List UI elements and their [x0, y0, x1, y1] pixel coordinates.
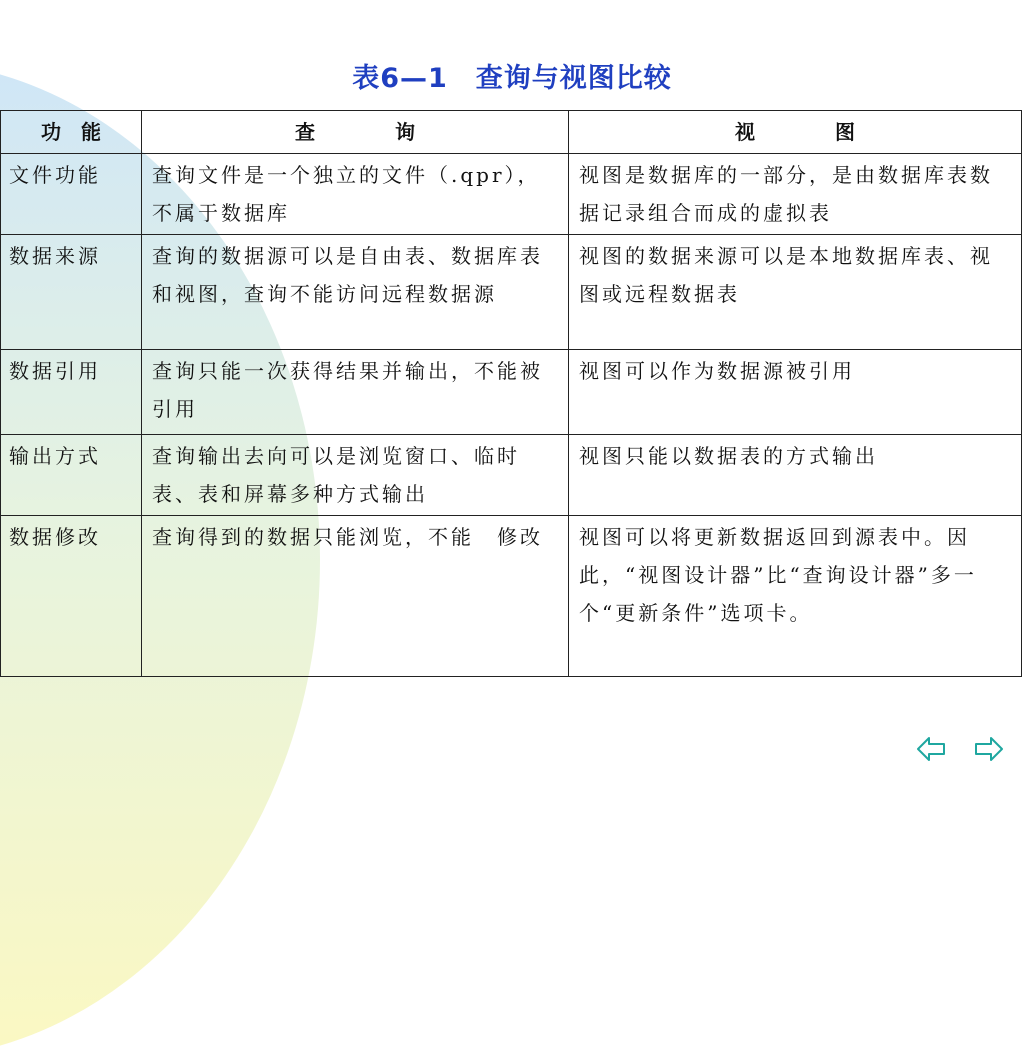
feature-cell: 输出方式 [1, 435, 142, 516]
next-slide-button[interactable] [974, 736, 1004, 762]
view-cell: 视图可以将更新数据返回到源表中。因此，“视图设计器”比“查询设计器”多一个“更新条件”选项卡。 [569, 516, 1022, 677]
table-row [1, 516, 1022, 677]
feature-cell: 文件功能 [1, 154, 142, 235]
feature-cell: 数据修改 [1, 516, 142, 677]
query-cell: 查询文件是一个独立的文件（.qpr），不属于数据库 [142, 154, 569, 235]
table-row [1, 235, 1022, 350]
feature-cell: 数据引用 [1, 350, 142, 435]
arrow-right-icon [974, 736, 1004, 762]
page-title: 表6—1 查询与视图比较 [352, 63, 672, 94]
table-header-row [1, 111, 1022, 154]
table-row [1, 435, 1022, 516]
header-query: 查 询 [142, 111, 569, 154]
slide-navigation [916, 736, 1004, 762]
query-cell: 查询输出去向可以是浏览窗口、临时表、表和屏幕多种方式输出 [142, 435, 569, 516]
view-cell: 视图是数据库的一部分，是由数据库表数据记录组合而成的虚拟表 [569, 154, 1022, 235]
table-row [1, 154, 1022, 235]
prev-slide-button[interactable] [916, 736, 946, 762]
header-view: 视 图 [569, 111, 1022, 154]
view-cell: 视图的数据来源可以是本地数据库表、视图或远程数据表 [569, 235, 1022, 350]
comparison-table [0, 110, 1022, 677]
view-cell: 视图只能以数据表的方式输出 [569, 435, 1022, 516]
arrow-left-icon [916, 736, 946, 762]
table-row [1, 350, 1022, 435]
query-cell: 查询的数据源可以是自由表、数据库表和视图，查询不能访问远程数据源 [142, 235, 569, 350]
view-cell: 视图可以作为数据源被引用 [569, 350, 1022, 435]
query-cell: 查询得到的数据只能浏览，不能 修改 [142, 516, 569, 677]
feature-cell: 数据来源 [1, 235, 142, 350]
query-cell: 查询只能一次获得结果并输出，不能被引用 [142, 350, 569, 435]
header-feature: 功 能 [1, 111, 142, 154]
